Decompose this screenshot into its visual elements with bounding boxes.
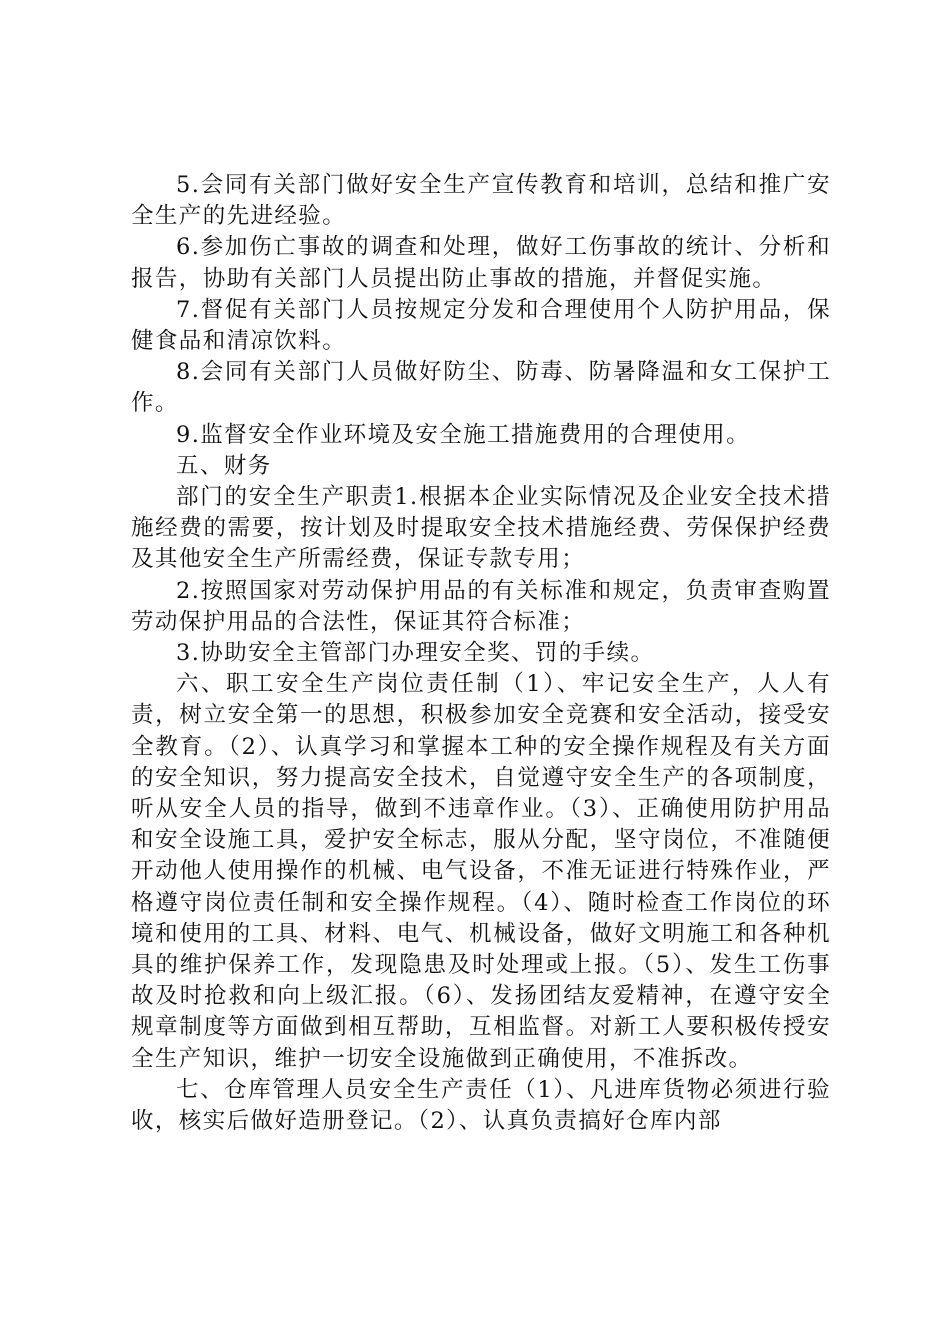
paragraph-item-7: 7.督促有关部门人员按规定分发和合理使用个人防护用品，保健食品和清凉饮料。 xyxy=(131,296,831,355)
paragraph-item-5: 5.会同有关部门做好安全生产宣传教育和培训，总结和推广安全生产的先进经验。 xyxy=(131,172,831,230)
paragraph-item-6: 6.参加伤亡事故的调查和处理，做好工伤事故的统计、分析和报告，协助有关部门人员提出防止事故的措施，并督促实施。 xyxy=(131,234,831,292)
paragraph-staff-responsibility: 六、职工安全生产岗位责任制（1）、牢记安全生产，人人有责，树立安全第一的思想，积极参加安全竞赛和安全活动，接受安全教育。（2）、认真学习和掌握本工种的安全操作规程及有关方面的安全知识，努力提高安全技术，自觉遵守安全生产的各项制度，听从安全人员的指导，做到不违章作业。（3）、正确使用防护用品和安全设施工具，爱护安全标志，服从分配，坚守岗位，不准随便开动他人使用操作的机械、电气设备，不准无证进行特殊作业，严格遵守岗位责任制和安全操作规程。（4）、随时检查工作岗位的环境和使用的工具、材料、电气、机械设备，做好文明施工和各种机具的维护保养工作，发现隐患及时处理或上报。（5）、发生工伤事故及时抢救和向上级汇报。（6）、发扬团结友爱精神，在遵守安全规章制度等方面做到相互帮助，互相监督。对新工人要积极传授安全生产知识，维护一切安全设施做到正确使用，不准拆改。 xyxy=(131,671,831,1072)
paragraph-warehouse-responsibility: 七、仓库管理人员安全生产责任（1）、凡进库货物必须进行验收，核实后做好造册登记。（2）、认真负责搞好仓库内部 xyxy=(131,1076,831,1135)
paragraph-item-9: 9.监督安全作业环境及安全施工措施费用的合理使用。 xyxy=(176,421,750,448)
paragraph-item-8: 8.会同有关部门人员做好防尘、防毒、防暑降温和女工保护工作。 xyxy=(131,359,831,417)
paragraph-finance-duty-3: 3.协助安全主管部门办理安全奖、罚的手续。 xyxy=(176,640,655,667)
paragraph-finance-duty-1: 部门的安全生产职责1.根据本企业实际情况及企业安全技术措施经费的需要，按计划及时提取安全技术措施经费、劳保保护经费及其他安全生产所需经费，保证专款专用； xyxy=(131,484,831,573)
section-heading-finance: 五、财务 xyxy=(176,452,272,479)
paragraph-finance-duty-2: 2.按照国家对劳动保护用品的有关标准和规定，负责审查购置劳动保护用品的合法性，保证其符合标准； xyxy=(131,577,831,635)
document-body xyxy=(131,170,831,1137)
